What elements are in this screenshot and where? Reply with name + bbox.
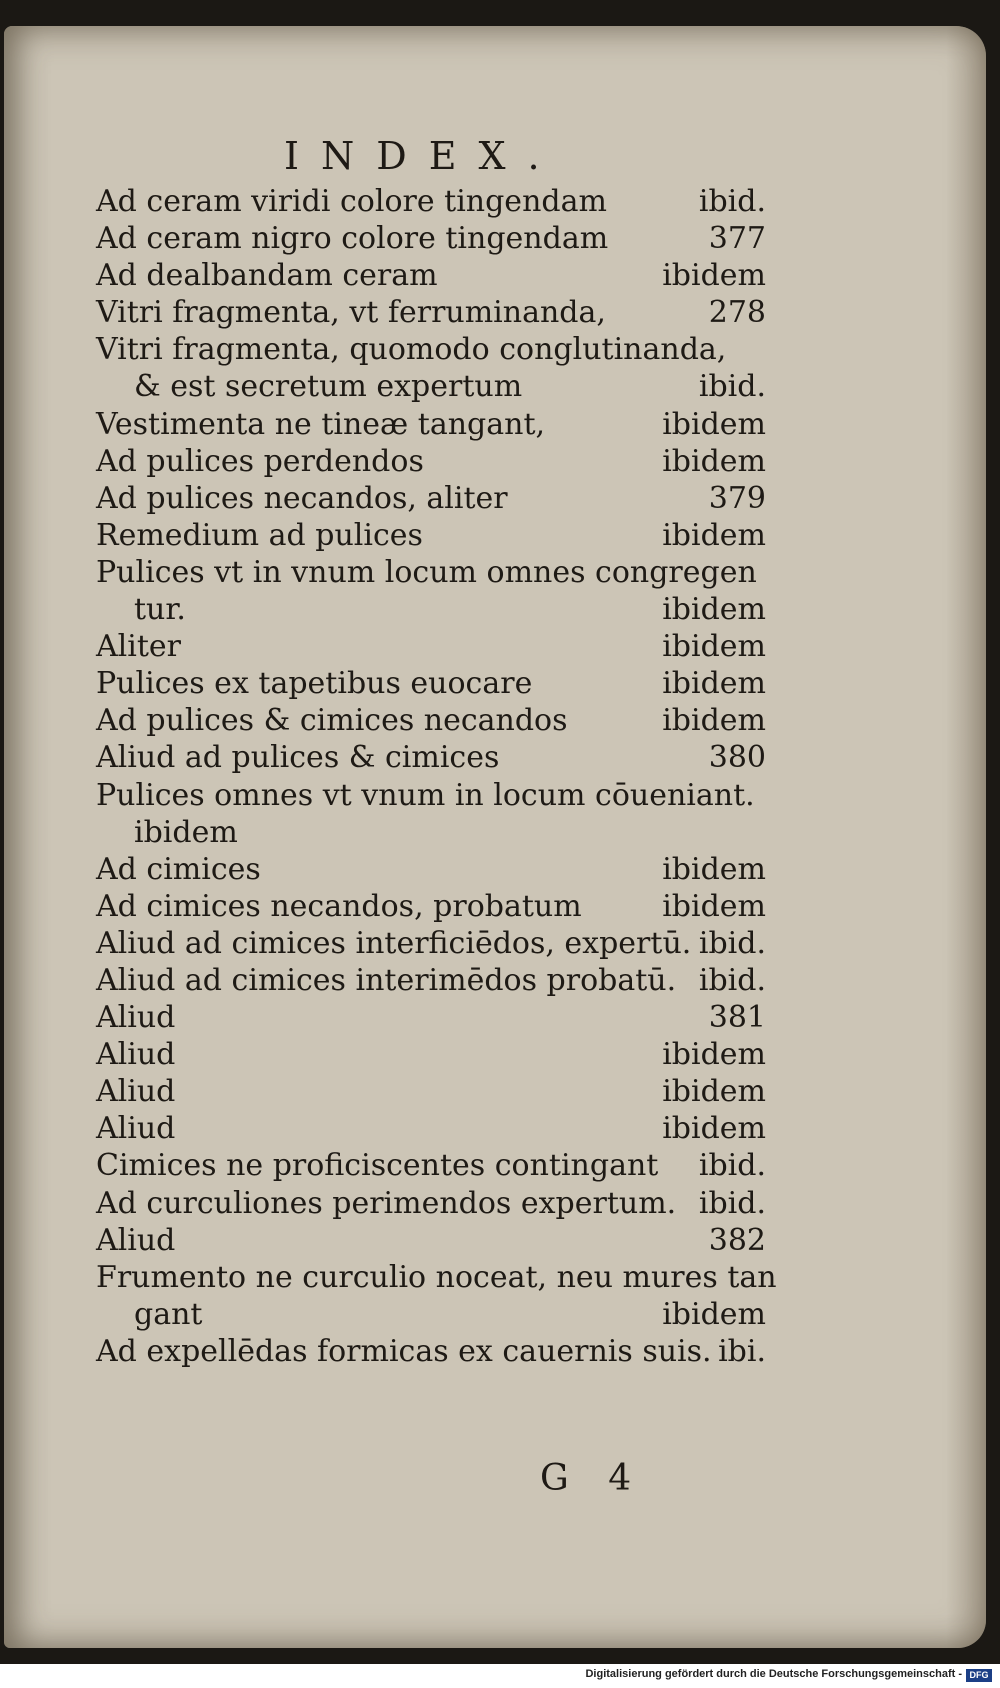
entry-text: Aliud ad cimices interficiēdos, expertū. bbox=[96, 925, 692, 961]
index-entry bbox=[96, 925, 766, 962]
entry-text: Aliter bbox=[96, 629, 182, 665]
entry-text: Ad pulices perdendos bbox=[96, 443, 424, 479]
entry-text: Vestimenta ne tineæ tangant, bbox=[96, 406, 546, 442]
entry-text: & est secretum expertum bbox=[134, 369, 523, 405]
entry-text: Ad ceram nigro colore tingendam bbox=[96, 221, 609, 257]
index-entry bbox=[96, 331, 766, 368]
entry-text: Aliud bbox=[96, 1111, 176, 1147]
entry-text: Ad expellēdas formicas ex cauernis suis. bbox=[96, 1333, 712, 1369]
entry-page-ref: 377 bbox=[708, 221, 766, 257]
entry-text: Aliud bbox=[96, 1222, 176, 1258]
entry-page-ref: ibid. bbox=[698, 962, 766, 998]
index-entry bbox=[96, 1185, 766, 1222]
index-entry bbox=[96, 1110, 766, 1147]
entry-text: Aliud bbox=[96, 1000, 176, 1036]
entry-text: Vitri fragmenta, vt ferruminanda, bbox=[96, 295, 606, 331]
entry-page-ref: ibidem bbox=[662, 888, 766, 924]
entry-text: Cimices ne proficiscentes contingant bbox=[96, 1148, 659, 1184]
entry-page-ref: ibid. bbox=[698, 184, 766, 219]
index-entry bbox=[96, 1222, 766, 1259]
entry-text: Aliud bbox=[96, 1037, 176, 1073]
index-entry bbox=[96, 739, 766, 776]
entry-page-ref: 380 bbox=[708, 740, 766, 776]
entry-text: ibidem bbox=[134, 814, 238, 850]
entry-text: Ad cimices bbox=[96, 851, 261, 887]
entry-text: Pulices ex tapetibus euocare bbox=[96, 666, 533, 702]
index-entry bbox=[96, 962, 766, 999]
entry-page-ref: ibidem bbox=[662, 443, 766, 479]
index-entry bbox=[96, 628, 766, 665]
entry-page-ref: ibidem bbox=[662, 406, 766, 442]
index-entry bbox=[96, 1296, 766, 1333]
index-entries bbox=[96, 183, 777, 1370]
entry-page-ref: ibid. bbox=[698, 1185, 766, 1221]
index-entry bbox=[96, 591, 766, 628]
index-entry bbox=[96, 368, 766, 405]
index-entry bbox=[96, 665, 766, 702]
dfg-logo: DFG bbox=[966, 1669, 992, 1682]
index-entry bbox=[96, 1333, 766, 1370]
footer-bar bbox=[0, 1664, 1000, 1688]
entry-page-ref: 278 bbox=[708, 295, 766, 331]
entry-page-ref: ibid. bbox=[698, 925, 766, 961]
entry-page-ref: ibidem bbox=[662, 517, 766, 553]
entry-page-ref: 379 bbox=[708, 480, 766, 516]
entry-page-ref: ibidem bbox=[662, 258, 766, 294]
signature-mark: G 4 bbox=[540, 1458, 646, 1499]
entry-page-ref: ibidem bbox=[662, 703, 766, 739]
entry-text: Aliud bbox=[96, 1074, 176, 1110]
index-entry bbox=[96, 554, 766, 591]
index-entry bbox=[96, 888, 766, 925]
index-entry bbox=[96, 702, 766, 739]
entry-text: Ad curculiones perimendos expertum. bbox=[96, 1185, 677, 1221]
index-entry bbox=[96, 480, 766, 517]
entry-text: Aliud ad cimices interimēdos probatū. bbox=[96, 962, 677, 998]
index-entry bbox=[96, 183, 766, 220]
entry-text: Ad cimices necandos, probatum bbox=[96, 888, 582, 924]
entry-page-ref: ibi. bbox=[718, 1333, 766, 1369]
index-entry bbox=[96, 814, 766, 851]
entry-page-ref: ibidem bbox=[662, 851, 766, 887]
entry-text: Remedium ad pulices bbox=[96, 517, 423, 553]
index-entry bbox=[96, 257, 766, 294]
index-entry bbox=[96, 1036, 766, 1073]
index-entry bbox=[96, 517, 766, 554]
entry-page-ref: ibidem bbox=[662, 1074, 766, 1110]
entry-page-ref: 382 bbox=[708, 1222, 766, 1258]
index-entry bbox=[96, 406, 766, 443]
index-entry bbox=[96, 294, 766, 331]
entry-page-ref: ibidem bbox=[662, 592, 766, 628]
index-entry bbox=[96, 999, 766, 1036]
entry-page-ref: ibidem bbox=[662, 666, 766, 702]
entry-text: Pulices vt in vnum locum omnes congregen bbox=[96, 554, 757, 590]
entry-text: gant bbox=[134, 1296, 203, 1332]
entry-text: tur. bbox=[134, 592, 186, 628]
entry-text: Aliud ad pulices & cimices bbox=[96, 740, 500, 776]
index-entry bbox=[96, 1147, 766, 1184]
entry-page-ref: ibidem bbox=[662, 1037, 766, 1073]
funding-credit: Digitalisierung gefördert durch die Deutsche Forschungsgemeinschaft - bbox=[585, 1668, 962, 1680]
book-page bbox=[4, 26, 986, 1648]
entry-text: Ad pulices & cimices necandos bbox=[96, 703, 568, 739]
index-entry bbox=[96, 777, 766, 814]
entry-page-ref: ibidem bbox=[662, 1296, 766, 1332]
entry-page-ref: ibid. bbox=[698, 369, 766, 405]
entry-page-ref: ibid. bbox=[698, 1148, 766, 1184]
index-entry bbox=[96, 220, 766, 257]
index-entry bbox=[96, 1073, 766, 1110]
index-entry bbox=[96, 851, 766, 888]
entry-text: Pulices omnes vt vnum in locum cōueniant. bbox=[96, 777, 755, 813]
index-entry bbox=[96, 443, 766, 480]
running-head: INDEX. bbox=[284, 134, 562, 178]
index-entry bbox=[96, 1259, 777, 1296]
entry-page-ref: ibidem bbox=[662, 629, 766, 665]
entry-text: Ad dealbandam ceram bbox=[96, 258, 438, 294]
entry-text: Vitri fragmenta, quomodo conglutinanda, bbox=[96, 332, 727, 368]
entry-text: Ad ceram viridi colore tingendam bbox=[96, 184, 607, 219]
entry-text: Frumento ne curculio noceat, neu mures tan bbox=[96, 1259, 777, 1295]
entry-page-ref: 381 bbox=[708, 1000, 766, 1036]
entry-page-ref: ibidem bbox=[662, 1111, 766, 1147]
entry-text: Ad pulices necandos, aliter bbox=[96, 480, 508, 516]
